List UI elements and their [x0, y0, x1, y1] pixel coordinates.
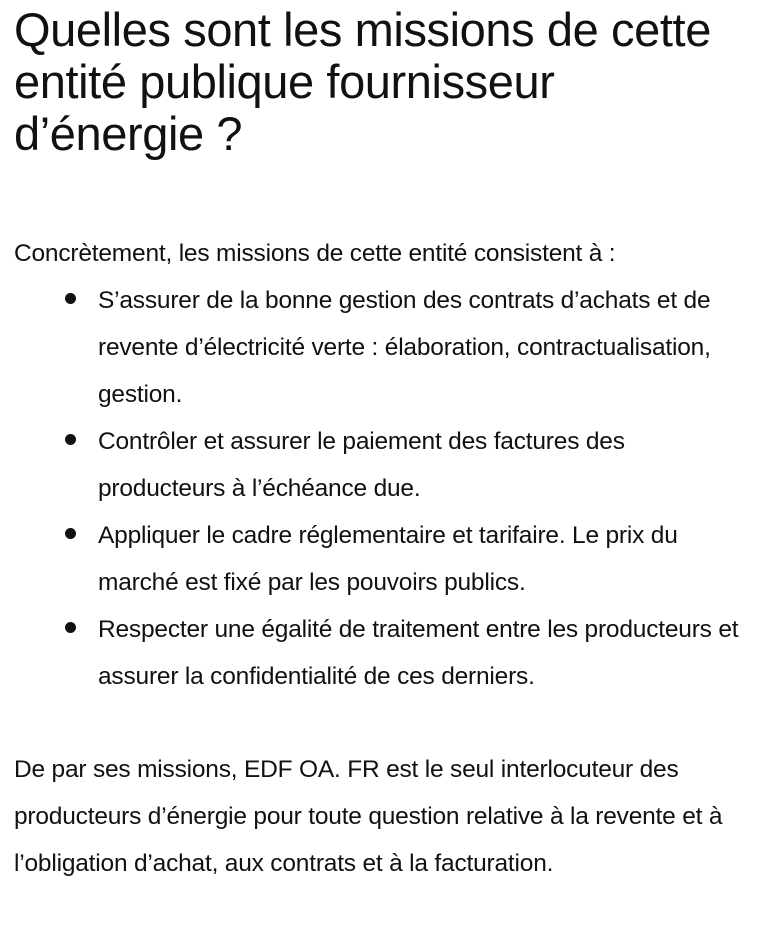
mission-text: Appliquer le cadre réglementaire et tarifaire. Le prix du marché est fixé par les pouvoirs publics.: [98, 522, 678, 596]
conclusion-paragraph: De par ses missions, EDF OA. FR est le seul interlocuteur des producteurs d’énergie pour toute question relative à la revente et à l’obligation d’achat, aux contrats et à la facturation.: [14, 756, 723, 877]
article-title: Quelles sont les missions de cette entité publique fournisseur d’énergie ?: [14, 3, 711, 160]
mission-item: [14, 418, 754, 512]
bullet-icon: [65, 434, 76, 445]
mission-item: [14, 606, 754, 700]
mission-text: Respecter une égalité de traitement entre les producteurs et assurer la confidentialité de ces derniers.: [98, 616, 739, 690]
mission-text: Contrôler et assurer le paiement des factures des producteurs à l’échéance due.: [98, 428, 625, 502]
bullet-icon: [65, 293, 76, 304]
mission-text: S’assurer de la bonne gestion des contrats d’achats et de revente d’électricité verte : élaboration, contractualisation, gestion.: [98, 287, 711, 408]
mission-item: [14, 512, 754, 606]
missions-list: [14, 277, 754, 700]
bullet-icon: [65, 622, 76, 633]
mission-item: [14, 277, 754, 418]
intro-paragraph: Concrètement, les missions de cette entité consistent à :: [14, 240, 616, 267]
bullet-icon: [65, 528, 76, 539]
